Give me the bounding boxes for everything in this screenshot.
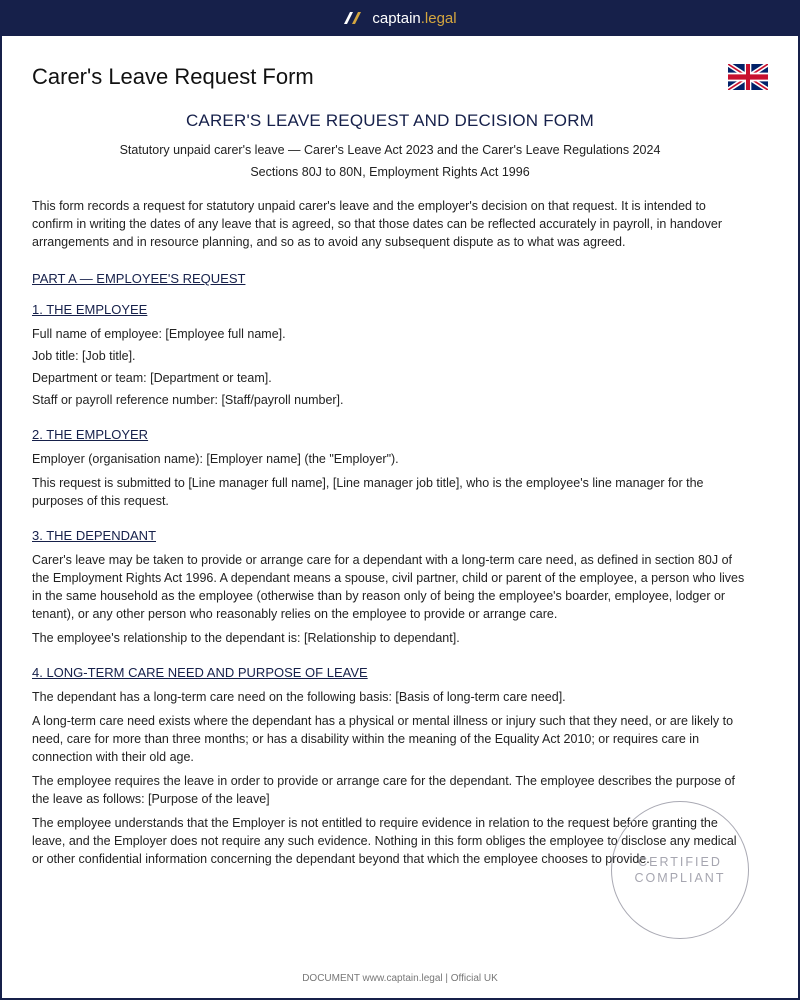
intro-paragraph: This form records a request for statutory unpaid carer's leave and the employer's decision on that request. It is intended to confirm in writing the dates of any leave that is agreed, so that those dates can be reflected accurately in payroll, in handover arrangements and in resource planning, and so as to avoid any subsequent dispute as to what was agreed. [32, 199, 722, 249]
top-bar [0, 0, 800, 36]
line-manager-paragraph: This request is submitted to [Line manager full name], [Line manager job title], who is the employee's line manager for the purposes of this request. [32, 476, 704, 508]
department-field: Department or team: [Department or team]. [32, 371, 272, 385]
care-need-basis-paragraph: The dependant has a long-term care need on the following basis: [Basis of long-term care need]. [32, 690, 566, 704]
job-title-field: Job title: [Job title]. [32, 349, 136, 363]
document-subtitle-act: Statutory unpaid carer's leave — Carer's Leave Act 2023 and the Carer's Leave Regulations 2024 [119, 143, 661, 157]
brand-name: captain [372, 9, 421, 27]
section-heading-care-need: 4. LONG-TERM CARE NEED AND PURPOSE OF LEAVE [32, 665, 368, 680]
relationship-paragraph: The employee's relationship to the dependant is: [Relationship to dependant]. [32, 631, 460, 645]
evidence-paragraph: The employee understands that the Employer is not entitled to require evidence in relation to the request before granting the leave, and the Employer does not require any such evidence. Nothing in this form obliges the employee to disclose any medical or other confidential information concerning the dependant beyond that which the employee chooses to provide. [32, 816, 737, 866]
section-heading-dependant: 3. THE DEPENDANT [32, 528, 157, 543]
dependant-definition-paragraph: Carer's leave may be taken to provide or arrange care for a dependant with a long-term care need, as defined in section 80J of the Employment Rights Act 1996. A dependant means a spouse, civil partner, child or parent of the employee, a person who lives in the same household as the employee (otherwise than by reason only of being the employee's boarder, employee, lodger or tenant), or any other person who reasonably relies on the employee to provide or arrange care. [32, 553, 745, 621]
double-slash-logo-icon [343, 10, 363, 26]
stamp-line-1: CERTIFIED [638, 855, 722, 869]
staff-number-field: Staff or payroll reference number: [Staff/payroll number]. [32, 393, 344, 407]
section-heading-employee: 1. THE EMPLOYEE [32, 302, 148, 317]
employee-name-field: Full name of employee: [Employee full name]. [32, 327, 286, 341]
care-need-definition-paragraph: A long-term care need exists where the dependant has a physical or mental illness or injury such that they need, or are likely to need, care for more than three months; or has a disability within the meaning of the Equality Act 2010; or requires care in connection with their old age. [32, 714, 734, 764]
section-employer [32, 427, 748, 510]
purpose-paragraph: The employee requires the leave in order to provide or arrange care for the dependant. The employee describes the purpose of the leave as follows: [Purpose of the leave] [32, 774, 735, 806]
page-title: Carer's Leave Request Form [32, 64, 314, 89]
part-a-heading: PART A — EMPLOYEE'S REQUEST [32, 271, 246, 286]
footer-text: DOCUMENT www.captain.legal | Official UK [302, 973, 498, 984]
document-body [32, 111, 748, 886]
section-heading-employer: 2. THE EMPLOYER [32, 427, 149, 442]
section-dependant [32, 528, 748, 647]
uk-flag-icon[interactable] [728, 64, 768, 90]
stamp-line-2: COMPLIANT [634, 871, 726, 885]
employer-name-paragraph: Employer (organisation name): [Employer name] (the "Employer"). [32, 452, 399, 466]
section-employee [32, 302, 748, 409]
document-subtitle-sections: Sections 80J to 80N, Employment Rights Act 1996 [250, 165, 530, 179]
certified-compliant-stamp [611, 801, 749, 939]
brand-logo-link[interactable] [343, 10, 456, 27]
brand-suffix: .legal [420, 9, 457, 27]
document-title: CARER'S LEAVE REQUEST AND DECISION FORM [185, 111, 595, 130]
